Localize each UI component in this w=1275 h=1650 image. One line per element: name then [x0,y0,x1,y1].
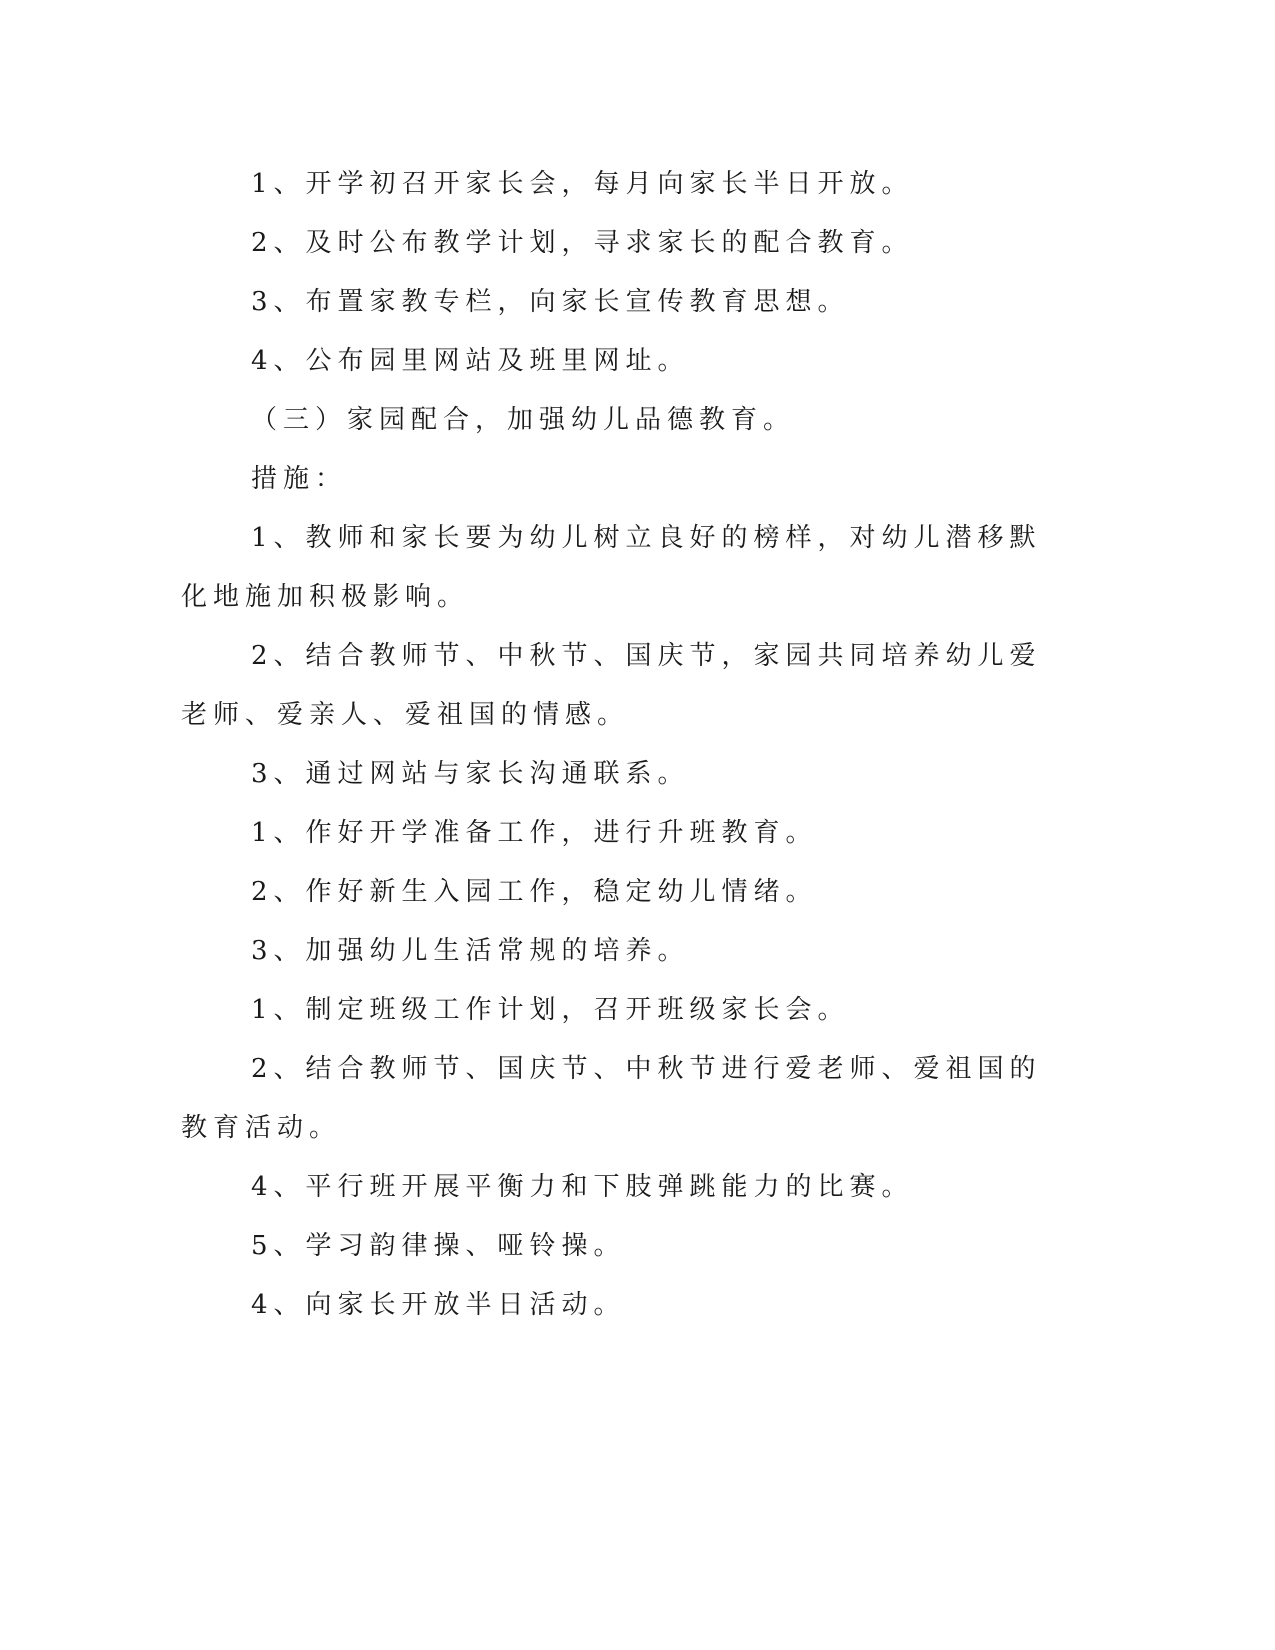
paragraph-parent-meeting: 1、开学初召开家长会，每月向家长半日开放。 [251,169,914,199]
paragraph-website-announcement: 4、公布园里网站及班里网址。 [251,346,690,376]
paragraph-balance-competition: 4、平行班开展平衡力和下肢弹跳能力的比赛。 [251,1172,914,1202]
document-body [181,155,1061,1335]
paragraph-patriotic-activity: 2、结合教师节、国庆节、中秋节进行爱老师、爱祖国的教育活动。 [181,1054,1042,1143]
paragraph-rhythm-exercise: 5、学习韵律操、哑铃操。 [251,1231,626,1261]
paragraph-website-communication: 3、通过网站与家长沟通联系。 [251,759,690,789]
paragraph-role-model: 1、教师和家长要为幼儿树立良好的榜样，对幼儿潜移默化地施加积极影响。 [181,523,1042,612]
paragraph-class-work-plan: 1、制定班级工作计划，召开班级家长会。 [251,995,850,1025]
section-heading-moral-education: （三）家园配合，加强幼儿品德教育。 [251,405,796,435]
paragraph-open-half-day: 4、向家长开放半日活动。 [251,1290,626,1320]
paragraph-daily-routine: 3、加强幼儿生活常规的培养。 [251,936,690,966]
paragraph-home-education-column: 3、布置家教专栏，向家长宣传教育思想。 [251,287,850,317]
paragraph-new-student-enrollment: 2、作好新生入园工作，稳定幼儿情绪。 [251,877,818,907]
paragraph-school-opening-prep: 1、作好开学准备工作，进行升班教育。 [251,818,818,848]
paragraph-measures-label: 措施： [251,464,348,494]
paragraph-teaching-plan: 2、及时公布教学计划，寻求家长的配合教育。 [251,228,914,258]
paragraph-festival-education: 2、结合教师节、中秋节、国庆节，家园共同培养幼儿爱老师、爱亲人、爱祖国的情感。 [181,641,1042,730]
